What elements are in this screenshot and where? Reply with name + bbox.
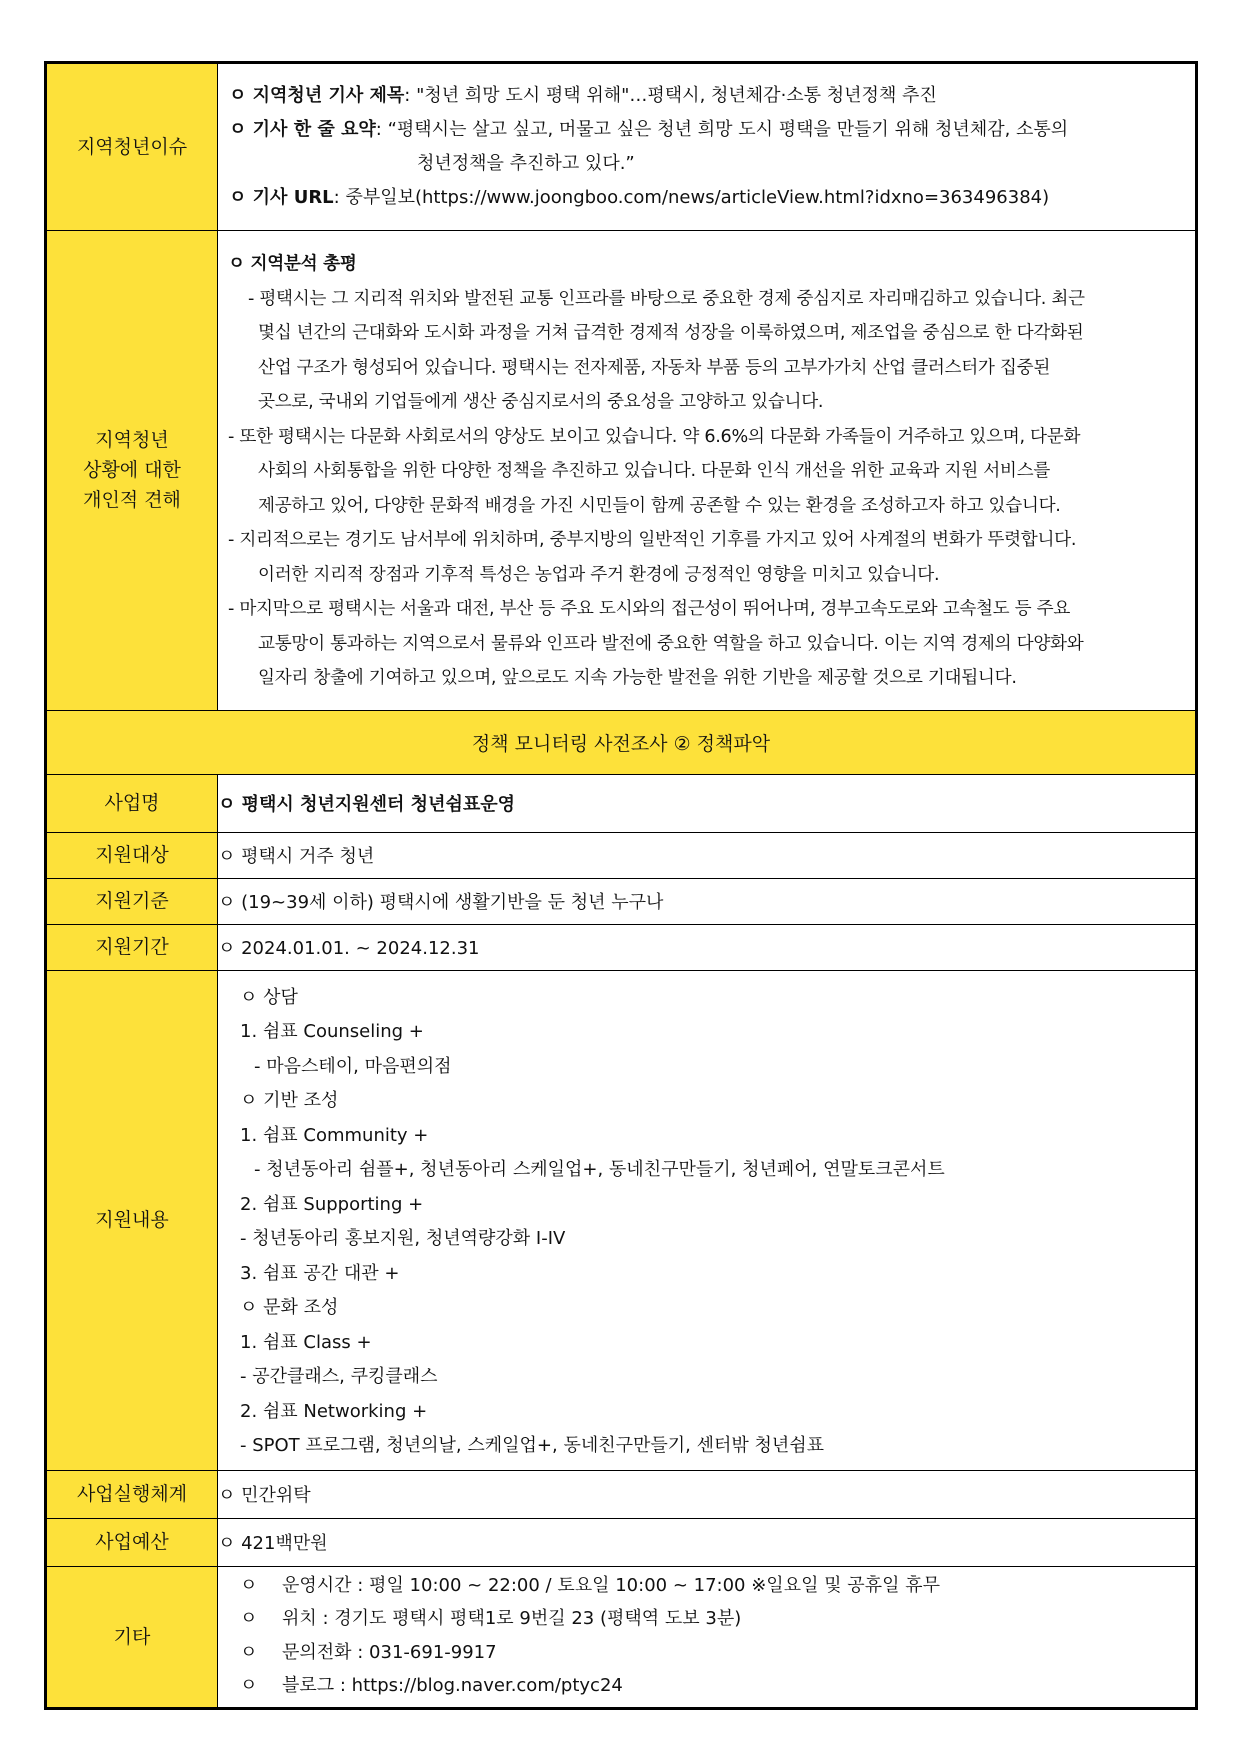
execution-row — [46, 1470, 1197, 1518]
document-page — [44, 61, 1195, 1710]
etc-line: 운영시간 : 평일 10:00 ~ 22:00 / 토요일 10:00 ~ 17:00 ※일요일 및 공휴일 휴무 — [282, 1574, 940, 1596]
support-line: ㅇ 상담 — [240, 986, 298, 1008]
criteria-row — [46, 878, 1197, 924]
analysis-line: 사회의 사회통합을 위한 다양한 정책을 추진하고 있습니다. 다문화 인식 개선을 위한 교육과 지원 서비스를 — [258, 461, 1051, 481]
etc-marker: ㅇ — [240, 1608, 258, 1629]
analysis-line: 일자리 창출에 기여하고 있으며, 앞으로도 지속 가능한 발전을 위한 기반을 제공할 것으로 기대됩니다. — [258, 668, 1017, 688]
support-line: - 공간클래스, 쿠킹클래스 — [240, 1366, 438, 1387]
article-url-value: : 중부일보(https://www.joongboo.com/news/articleView.html?idxno=363496384) — [333, 187, 1050, 208]
analysis-line: 산업 구조가 형성되어 있습니다. 평택시는 전자제품, 자동차 부품 등의 고부가가치 산업 클러스터가 집중된 — [258, 357, 1051, 378]
policy-monitoring-table — [44, 61, 1198, 1710]
support-line: - 청년동아리 쉼플+, 청년동아리 스케일업+, 동네친구만들기, 청년페어, 연말토크콘서트 — [254, 1159, 945, 1180]
support-line: 1. 쉼표 Class + — [240, 1331, 372, 1353]
budget-label: 사업예산 — [46, 1518, 218, 1566]
support-line: - 청년동아리 홍보지원, 청년역량강화 I-IV — [240, 1228, 566, 1249]
personal-view-content — [218, 231, 1197, 711]
execution-value: ㅇ 민간위탁 — [218, 1470, 1197, 1518]
regional-issue-row — [46, 63, 1197, 231]
analysis-line: 교통망이 통과하는 지역으로서 물류와 인프라 발전에 중요한 역할을 하고 있습니다. 이는 지역 경제의 다양화와 — [258, 633, 1084, 654]
budget-row — [46, 1518, 1197, 1566]
analysis-heading: ㅇ 지역분석 총평 — [228, 254, 357, 274]
support-line: ㅇ 기반 조성 — [240, 1090, 339, 1111]
analysis-line: - 마지막으로 평택시는 서울과 대전, 부산 등 주요 도시와의 접근성이 뛰어나며, 경부고속도로와 고속철도 등 주요 — [228, 599, 1071, 619]
etc-content — [218, 1566, 1197, 1708]
personal-view-label-line2: 상황에 대한 — [83, 459, 181, 482]
support-line: - 마음스테이, 마음편의점 — [254, 1055, 452, 1077]
personal-view-label-line3: 개인적 견해 — [83, 489, 181, 512]
criteria-label: 지원기준 — [46, 878, 218, 924]
support-content — [218, 970, 1197, 1470]
section-band-row — [46, 710, 1197, 774]
article-summary-key: ㅇ 기사 한 줄 요약 — [229, 119, 376, 140]
business-value: ㅇ 평택시 청년지원센터 청년쉼표운영 — [218, 774, 1197, 832]
etc-line: 문의전화 : 031-691-9917 — [282, 1641, 497, 1663]
personal-view-row — [46, 231, 1197, 711]
support-line: - SPOT 프로그램, 청년의날, 스케일업+, 동네친구만들기, 센터밖 청년쉼표 — [240, 1435, 825, 1456]
analysis-line: 곳으로, 국내외 기업들에게 생산 중심지로서의 중요성을 고양하고 있습니다. — [258, 392, 824, 412]
support-line: 2. 쉼표 Supporting + — [240, 1193, 424, 1215]
business-row — [46, 774, 1197, 832]
support-line: ㅇ 문화 조성 — [240, 1297, 339, 1318]
period-value: ㅇ 2024.01.01. ~ 2024.12.31 — [218, 924, 1197, 970]
target-row — [46, 832, 1197, 878]
support-line: 1. 쉼표 Community + — [240, 1124, 429, 1146]
etc-line: 블로그 : https://blog.naver.com/ptyc24 — [282, 1675, 623, 1696]
period-row — [46, 924, 1197, 970]
section-band: 정책 모니터링 사전조사 ② 정책파악 — [46, 710, 1197, 774]
analysis-line: 제공하고 있어, 다양한 문화적 배경을 가진 시민들이 함께 공존할 수 있는 환경을 조성하고자 하고 있습니다. — [258, 495, 1061, 516]
business-label: 사업명 — [46, 774, 218, 832]
article-summary-line1: : “평택시는 살고 싶고, 머물고 싶은 청년 희망 도시 평택을 만들기 위해 청년체감, 소통의 — [375, 119, 1069, 140]
regional-issue-label: 지역청년이슈 — [46, 63, 218, 231]
analysis-line: - 평택시는 그 지리적 위치와 발전된 교통 인프라를 바탕으로 중요한 경제 중심지로 자리매김하고 있습니다. 최근 — [248, 288, 1085, 309]
etc-marker: ㅇ — [240, 1641, 258, 1663]
regional-issue-content — [218, 63, 1197, 231]
support-line: 2. 쉼표 Networking + — [240, 1400, 428, 1422]
analysis-line: - 또한 평택시는 다문화 사회로서의 양상도 보이고 있습니다. 약 6.6%의 다문화 가족들이 거주하고 있으며, 다문화 — [228, 426, 1081, 447]
etc-label: 기타 — [46, 1566, 218, 1708]
period-label: 지원기간 — [46, 924, 218, 970]
article-summary-line2: 청년정책을 추진하고 있다.” — [417, 153, 635, 174]
article-title-key: ㅇ 지역청년 기사 제목 — [229, 85, 405, 106]
etc-marker: ㅇ — [240, 1675, 258, 1696]
support-content-row — [46, 970, 1197, 1470]
article-url-key: ㅇ 기사 URL — [229, 187, 334, 208]
personal-view-label-line1: 지역청년 — [95, 429, 169, 452]
article-title-value: : "청년 희망 도시 평택 위해"…평택시, 청년체감·소통 청년정책 추진 — [404, 85, 937, 106]
etc-row — [46, 1566, 1197, 1708]
criteria-value: ㅇ (19~39세 이하) 평택시에 생활기반을 둔 청년 누구나 — [218, 878, 1197, 924]
analysis-line: 몇십 년간의 근대화와 도시화 과정을 거쳐 급격한 경제적 성장을 이룩하였으며, 제조업을 중심으로 한 다각화된 — [258, 323, 1084, 343]
personal-view-label — [46, 231, 218, 711]
analysis-line: - 지리적으로는 경기도 남서부에 위치하며, 중부지방의 일반적인 기후를 가지고 있어 사계절의 변화가 뚜렷합니다. — [228, 530, 1077, 550]
budget-value: ㅇ 421백만원 — [218, 1518, 1197, 1566]
etc-line: 위치 : 경기도 평택시 평택1로 9번길 23 (평택역 도보 3분) — [282, 1608, 742, 1629]
support-line: 3. 쉼표 공간 대관 + — [240, 1262, 400, 1284]
support-content-label: 지원내용 — [46, 970, 218, 1470]
target-label: 지원대상 — [46, 832, 218, 878]
support-line: 1. 쉼표 Counseling + — [240, 1021, 424, 1042]
target-value: ㅇ 평택시 거주 청년 — [218, 832, 1197, 878]
execution-label: 사업실행체계 — [46, 1470, 218, 1518]
etc-marker: ㅇ — [240, 1574, 258, 1596]
analysis-line: 이러한 지리적 장점과 기후적 특성은 농업과 주거 환경에 긍정적인 영향을 미치고 있습니다. — [258, 564, 940, 585]
